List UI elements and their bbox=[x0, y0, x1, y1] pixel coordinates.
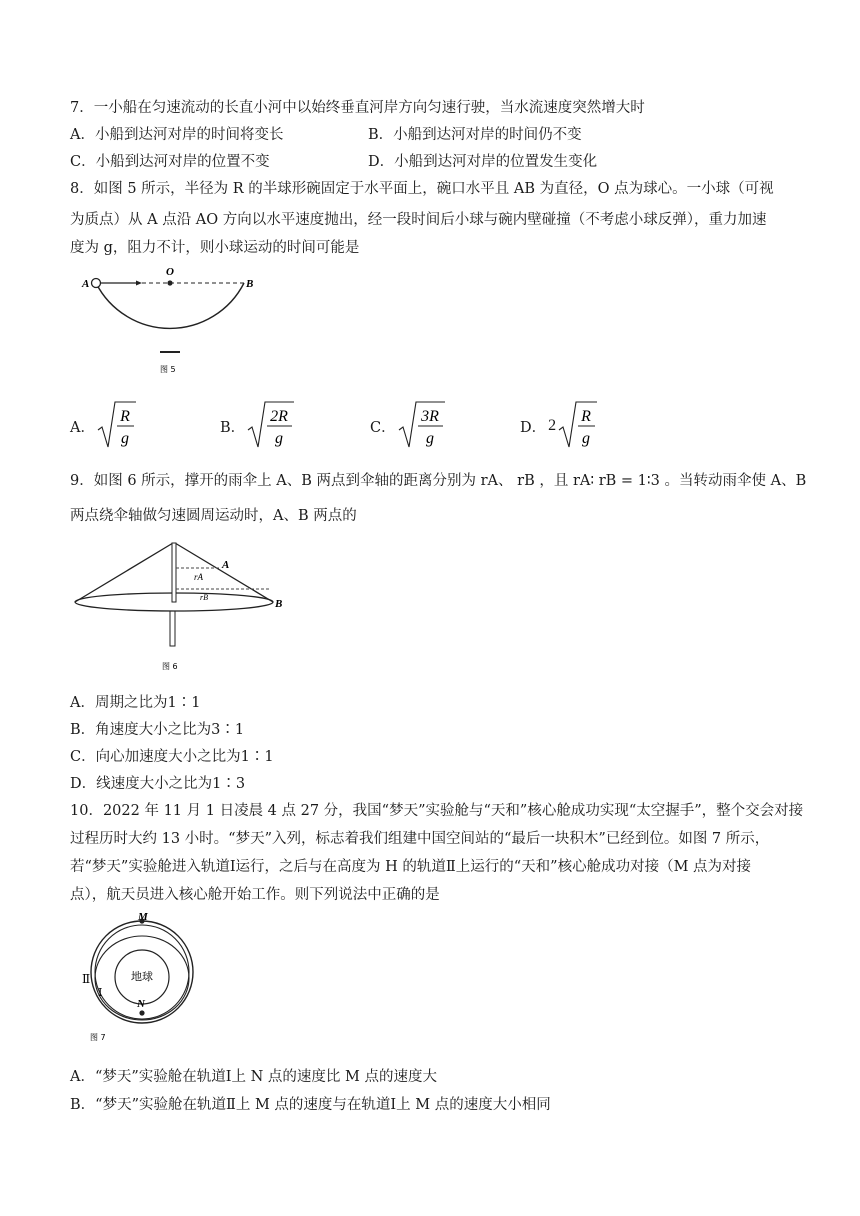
figure-5-bowl bbox=[78, 264, 278, 384]
q9-stem-line-1: 9．如图 6 所示，撑开的雨伞上 A、B 两点到伞轴的距离分别为 rA、 rB ，且 rA∶ rB = 1∶3 。当转动雨伞使 A、B bbox=[70, 473, 807, 489]
q8-option-d-num: R bbox=[581, 408, 592, 425]
fig6-label-rb: rB bbox=[200, 593, 208, 602]
fig7-label-orbit-2: Ⅱ bbox=[82, 972, 91, 986]
fig5-label-a: A bbox=[82, 278, 90, 290]
q7-stem: 7．一小船在匀速流动的长直小河中以始终垂直河岸方向匀速行驶，当水流速度突然增大时 bbox=[70, 100, 645, 116]
q8-option-c-den: g bbox=[425, 430, 434, 447]
q8-option-a-num: R bbox=[120, 408, 130, 425]
q9-option-d: D．线速度大小之比为1∶3 bbox=[70, 776, 246, 792]
q8-stem-line-3: 度为 g，阻力不计，则小球运动的时间可能是 bbox=[70, 240, 360, 256]
q7-option-d: D．小船到达河对岸的位置发生变化 bbox=[368, 154, 598, 170]
q8-option-d-coef: 2 bbox=[548, 417, 557, 434]
q8-option-d-letter: D． bbox=[520, 419, 547, 436]
q8-stem-line-1: 8．如图 5 所示，半径为 R 的半球形碗固定于水平面上，碗口水平且 AB 为直径，O 点为球心。一小球（可视 bbox=[70, 181, 774, 197]
q8-option-b-sqrt bbox=[245, 400, 295, 452]
q9-option-a: A．周期之比为1∶1 bbox=[70, 695, 201, 711]
q8-option-a-sqrt bbox=[95, 400, 137, 452]
q10-stem-line-2: 过程历时大约 13 小时。“梦天”入列，标志着我们组建中国空间站的“最后一块积木”已经到位。如图 7 所示， bbox=[70, 831, 770, 847]
fig7-label-n: N bbox=[137, 998, 145, 1010]
figure-6-umbrella bbox=[74, 540, 294, 672]
figure-7-orbits bbox=[80, 912, 200, 1046]
q8-option-d-den: g bbox=[582, 430, 591, 447]
q8-option-c-letter: C． bbox=[370, 419, 396, 436]
fig6-caption: 图 6 bbox=[162, 662, 178, 671]
q7-option-a: A．小船到达河对岸的时间将变长 bbox=[70, 127, 284, 143]
fig6-label-ra: rA bbox=[194, 572, 203, 582]
q8-option-b bbox=[220, 400, 295, 452]
fig5-label-b: B bbox=[246, 278, 254, 290]
q9-option-c: C．向心加速度大小之比为1∶1 bbox=[70, 749, 274, 765]
fig5-caption: 图 5 bbox=[160, 365, 176, 374]
q8-option-c-sqrt bbox=[396, 400, 446, 452]
q8-option-b-letter: B． bbox=[220, 419, 246, 436]
q10-option-a: A．“梦天”实验舱在轨道Ⅰ上 N 点的速度比 M 点的速度大 bbox=[70, 1069, 437, 1085]
q9-option-b: B．角速度大小之比为3∶1 bbox=[70, 722, 245, 738]
fig7-label-earth: 地球 bbox=[131, 970, 153, 983]
q8-option-d bbox=[520, 400, 598, 452]
fig6-label-b: B bbox=[275, 598, 283, 610]
q8-option-a bbox=[70, 400, 137, 452]
q7-option-b: B．小船到达河对岸的时间仍不变 bbox=[368, 127, 582, 143]
q8-option-a-letter: A． bbox=[70, 419, 95, 436]
q8-option-d-sqrt bbox=[556, 400, 598, 452]
q8-option-b-num: 2R bbox=[270, 408, 289, 425]
fig7-label-orbit-1: Ⅰ bbox=[98, 986, 103, 999]
q8-option-c bbox=[370, 400, 446, 452]
q8-stem-line-2: 为质点）从 A 点沿 AO 方向以水平速度抛出，经一段时间后小球与碗内壁碰撞（不考虑小球反弹），重力加速 bbox=[70, 212, 767, 228]
q9-stem-line-2: 两点绕伞轴做匀速圆周运动时，A、B 两点的 bbox=[70, 508, 357, 524]
q10-stem-line-3: 若“梦天”实验舱进入轨道Ⅰ运行，之后与在高度为 H 的轨道Ⅱ上运行的“天和”核心舱成功对接（M 点为对接 bbox=[70, 859, 752, 875]
fig5-label-o: O bbox=[166, 266, 174, 278]
fig7-label-m: M bbox=[138, 912, 148, 923]
fig6-label-a: A bbox=[222, 559, 230, 571]
q8-option-b-den: g bbox=[275, 430, 284, 447]
q7-option-c: C．小船到达河对岸的位置不变 bbox=[70, 154, 270, 170]
q8-option-a-den: g bbox=[120, 430, 129, 447]
q10-stem-line-1: 10．2022 年 11 月 1 日凌晨 4 点 27 分，我国“梦天”实验舱与“天和”核心舱成功实现“太空握手”，整个交会对接 bbox=[70, 803, 804, 819]
q10-option-b: B．“梦天”实验舱在轨道Ⅱ上 M 点的速度与在轨道Ⅰ上 M 点的速度大小相同 bbox=[70, 1097, 551, 1113]
q10-stem-line-4: 点），航天员进入核心舱开始工作。则下列说法中正确的是 bbox=[70, 887, 440, 903]
fig7-caption: 图 7 bbox=[90, 1033, 106, 1042]
q8-option-c-num: 3R bbox=[420, 408, 439, 425]
